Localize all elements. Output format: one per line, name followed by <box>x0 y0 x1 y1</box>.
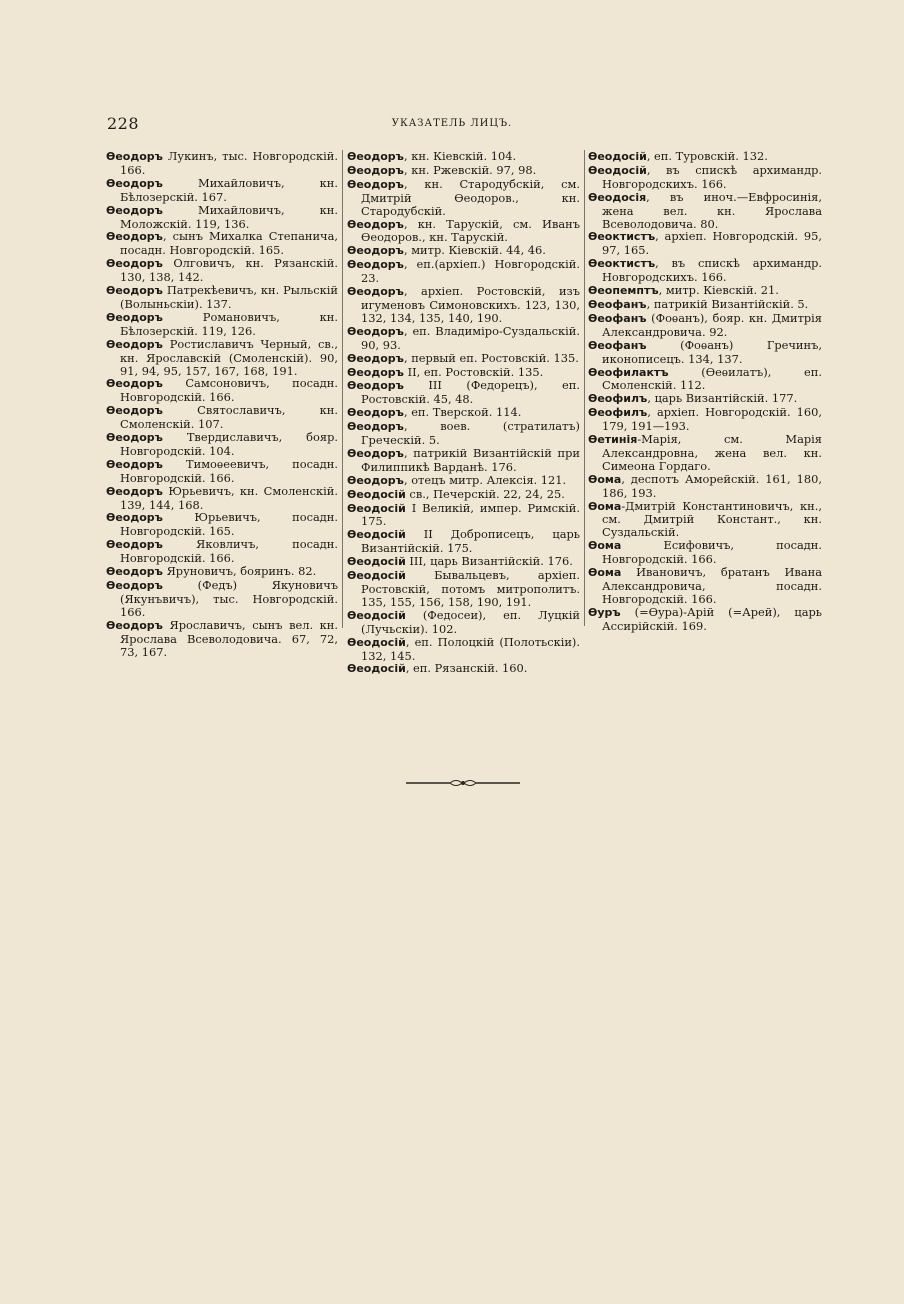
entry-text: , царь Византійскій. 177. <box>647 391 798 406</box>
index-entry <box>588 230 822 257</box>
entry-text: Святославичъ, кн. Смоленскій. 107. <box>120 403 338 432</box>
index-entry <box>106 538 338 565</box>
entry-text: , патрикій Византійскій. 5. <box>646 296 809 311</box>
index-entry <box>588 164 822 191</box>
index-entry <box>347 244 580 258</box>
entry-headword: Өеодоръ <box>106 579 163 592</box>
entry-headword: Өеофилъ <box>588 406 648 420</box>
entry-headword: Өеоктистъ <box>588 230 656 244</box>
index-entry <box>588 539 822 566</box>
entry-text: , деспотъ Аморейскій. 161, 180, 186, 193. <box>602 471 822 500</box>
entry-headword: Өеодоръ <box>106 377 163 391</box>
entry-headword: Өеодосій <box>347 555 406 569</box>
entry-headword: Өеодоръ <box>347 473 404 487</box>
entry-headword: Өеодоръ <box>347 150 404 163</box>
entry-text: Твердиславичъ, бояр. Новгородскій. 104. <box>120 430 338 458</box>
entry-headword: Өеодоръ <box>106 257 163 271</box>
index-entry <box>347 379 580 406</box>
entry-text: Патрекѣевичъ, кн. Рыльскій (Волыньскіи). 137. <box>120 283 338 311</box>
index-entry <box>106 565 338 579</box>
entry-headword: Өеодосій <box>347 569 406 583</box>
index-entry <box>347 366 580 380</box>
entry-headword: Өеодосій <box>347 635 406 649</box>
index-entry <box>106 458 338 485</box>
entry-headword: Өуръ <box>588 605 621 619</box>
index-entry <box>106 257 338 284</box>
entry-text: , архіеп. Ростовскій, изъ игуменовъ Симоновскихъ. 123, 130, 132, 134, 135, 140, 190. <box>361 284 580 325</box>
entry-headword: Өеофилъ <box>588 392 648 406</box>
entry-headword: Өеодоръ <box>106 431 163 445</box>
index-entry <box>588 298 822 312</box>
entry-headword: Өеодоръ <box>106 230 163 244</box>
entry-text: Олговичъ, кн. Рязанскій. 130, 138, 142. <box>120 256 338 285</box>
index-entry <box>347 285 580 325</box>
entry-headword: Өеодосій <box>588 163 647 177</box>
entry-text: I Великій, импер. Римскій. 175. <box>361 500 580 529</box>
entry-text: , еп. Туровскій. 132. <box>646 149 768 163</box>
end-ornament-icon <box>406 776 520 790</box>
index-entry <box>347 150 580 164</box>
index-entry <box>588 500 822 540</box>
running-head-title: УКАЗАТЕЛЬ ЛИЦЪ. <box>391 118 513 129</box>
entry-text: Лукинъ, тыс. Новгородскій. 166. <box>120 149 338 177</box>
entry-text: , митр. Кіевскій. 21. <box>658 283 779 298</box>
index-entry <box>347 325 580 352</box>
page-number: 228 <box>107 114 140 133</box>
index-entry <box>106 377 338 404</box>
entry-headword: Өеодоръ <box>106 150 163 163</box>
index-entry <box>347 258 580 285</box>
index-entry <box>347 488 580 502</box>
index-entry <box>347 352 580 366</box>
index-entry <box>347 406 580 420</box>
entry-headword: Өеофанъ <box>588 338 647 352</box>
index-entry <box>347 420 580 447</box>
entry-headword: Өома <box>588 566 622 580</box>
entry-text: , первый еп. Ростовскій. 135. <box>403 350 579 365</box>
entry-text: Михайловичъ, кн. Моложскій. 119, 136. <box>120 202 338 231</box>
entry-headword: Өеодоръ <box>106 511 163 525</box>
index-entry <box>347 164 580 178</box>
entry-headword: Өеодоръ <box>347 406 404 420</box>
entry-text: Ивановичъ, братанъ Ивана Александровича, посадн. Новгородскій. 166. <box>602 565 822 606</box>
index-entry <box>347 474 580 488</box>
entry-text: Яруновичъ, бояринъ. 82. <box>162 564 317 579</box>
entry-headword: Өетинія <box>588 433 638 447</box>
entry-headword: Өеодоръ <box>347 324 404 338</box>
index-column-1 <box>106 150 338 658</box>
index-entry <box>106 404 338 431</box>
entry-text: , кн. Кіевскій. 104. <box>403 149 517 163</box>
entry-text: Романовичъ, кн. Бѣлозерскій. 119, 126. <box>120 309 338 338</box>
entry-text: , воев. (стратилатъ) Греческій. 5. <box>361 419 580 448</box>
index-entry <box>347 447 580 474</box>
entry-headword: Өеодоръ <box>106 337 163 351</box>
entry-headword: Өеодосій <box>347 487 406 501</box>
entry-headword: Өеодосій <box>347 662 406 676</box>
entry-text: , еп.(архіеп.) Новгородскій. 23. <box>361 257 580 286</box>
entry-text: II, еп. Ростовскій. 135. <box>403 364 544 379</box>
entry-text: , кн. Тарускій, см. Иванъ Өеодоров., кн. Тарускій. <box>361 216 580 245</box>
index-entry <box>588 433 822 473</box>
entry-headword: Өеодоръ <box>347 244 404 258</box>
entry-text: Ярославичъ, сынъ вел. кн. Ярослава Всеволодовича. 67, 72, 73, 167. <box>120 617 338 659</box>
entry-text: -Дмитрій Константиновичъ, кн., см. Дмитрій Констант., кн. Суздальскій. <box>602 498 822 540</box>
entry-text: Тимоѳеевичъ, посадн. Новгородскій. 166. <box>120 456 338 485</box>
entry-text: , въ иноч.—Евфросинія, жена вел. кн. Ярослава Всеволодовича. 80. <box>602 189 822 231</box>
index-entry <box>588 606 822 633</box>
entry-headword: Өеодоръ <box>106 404 163 418</box>
entry-text: , митр. Кіевскій. 44, 46. <box>403 243 546 258</box>
index-entry <box>106 311 338 338</box>
entry-headword: Өеодоръ <box>347 420 404 434</box>
index-entry <box>347 636 580 663</box>
index-entry <box>588 473 822 500</box>
index-entry <box>106 150 338 177</box>
entry-text: Яковличъ, посадн. Новгородскій. 166. <box>120 537 338 566</box>
entry-headword: Өеодоръ <box>347 217 404 231</box>
index-entry <box>106 338 338 378</box>
entry-text: , кн. Стародубскій, см. Дмитрій Өеодоров., кн. Стародубскій. <box>361 176 580 218</box>
column-divider <box>342 150 343 628</box>
entry-text: Юрьевичъ, посадн. Новгородскій. 165. <box>120 510 338 539</box>
entry-headword: Өеодоръ <box>347 365 404 379</box>
entry-text: , еп. Полоцкій (Полотьскіи). 132, 145. <box>361 634 580 663</box>
index-entry <box>106 579 338 619</box>
index-entry <box>106 284 338 311</box>
entry-text: (Фоѳанъ), бояр. кн. Дмитрія Александровича. 92. <box>602 310 822 339</box>
index-entry <box>106 485 338 512</box>
entry-headword: Өеодоръ <box>347 446 404 460</box>
entry-headword: Өеофанъ <box>588 297 647 311</box>
entry-headword: Өома <box>588 472 622 486</box>
entry-text: , сынъ Михалка Степанича, посадн. Новгородскій. 165. <box>120 229 338 258</box>
entry-text: , въ спискѣ архимандр. Новгородскихъ. 166. <box>602 162 822 191</box>
entry-text: , кн. Ржевскій. 97, 98. <box>403 162 537 177</box>
entry-text: Есифовичъ, посадн. Новгородскій. 166. <box>602 538 822 567</box>
entry-headword: Өеопемптъ <box>588 284 659 298</box>
entry-text: (Фоѳанъ) Гречинъ, иконописецъ. 134, 137. <box>602 337 822 366</box>
index-entry <box>106 204 338 231</box>
index-entry <box>588 257 822 284</box>
index-entry <box>588 284 822 298</box>
entry-headword: Өеодосій <box>347 528 406 542</box>
index-entry <box>347 528 580 555</box>
entry-headword: Өеодоръ <box>106 310 163 324</box>
entry-headword: Өеодоръ <box>106 538 163 552</box>
index-entry <box>588 150 822 164</box>
index-entry <box>106 177 338 204</box>
entry-text: III, царь Византійскій. 176. <box>405 554 573 569</box>
entry-text: , архіеп. Новгородскій. 95, 97, 165. <box>602 229 822 258</box>
entry-text: , архіеп. Новгородскій. 160, 179, 191—193. <box>602 405 822 434</box>
entry-headword: Өеодоръ <box>106 484 163 498</box>
entry-text: , еп. Тверской. 114. <box>403 405 522 420</box>
entry-headword: Өеодоръ <box>106 176 163 190</box>
entry-text: , еп. Владиміро-Суздальскій. 90, 93. <box>361 323 580 352</box>
entry-headword: Өеодосій <box>588 150 647 163</box>
index-entry <box>588 392 822 406</box>
entry-text: (Өеѳилатъ), еп. Смоленскій. 112. <box>602 364 822 393</box>
index-entry <box>347 555 580 569</box>
index-entry <box>106 511 338 538</box>
entry-headword: Өеофанъ <box>588 311 647 325</box>
index-entry <box>106 230 338 257</box>
entry-text: , въ спискѣ архимандр. Новгородскихъ. 166. <box>602 256 822 285</box>
entry-text: , еп. Рязанскій. 160. <box>405 661 528 676</box>
entry-headword: Өеодосія <box>588 190 647 204</box>
entry-headword: Өеодоръ <box>106 203 163 217</box>
entry-headword: Өома <box>588 539 622 553</box>
entry-text: Самсоновичъ, посадн. Новгородскій. 166. <box>120 376 338 405</box>
index-entry <box>347 178 580 218</box>
entry-text: (Федъ) Якуновичъ (Якунъвичъ), тыс. Новгородскій. 166. <box>120 578 338 619</box>
index-entry <box>347 218 580 245</box>
entry-text: Бывальцевъ, архіеп. Ростовскій, потомъ митрополитъ. 135, 155, 156, 158, 190, 191. <box>361 568 580 609</box>
entry-headword: Өеодосій <box>347 501 406 515</box>
entry-headword: Өеоктистъ <box>588 257 656 271</box>
index-entry <box>347 502 580 529</box>
entry-headword: Өеодоръ <box>106 565 163 579</box>
column-divider <box>584 150 585 626</box>
entry-text: III (Федорецъ), еп. Ростовскій. 45, 48. <box>361 378 580 407</box>
index-entry <box>588 566 822 606</box>
entry-text: , патрикій Византійскій при Филиппикѣ Варданѣ. 176. <box>361 445 580 474</box>
index-entry <box>347 569 580 609</box>
entry-headword: Өеодоръ <box>106 457 163 471</box>
entry-text: Ростиславичъ Черный, св., кн. Ярославскій (Смоленскій). 90, 91, 94, 95, 157, 167, 168, 191. <box>120 336 338 378</box>
index-entry <box>588 312 822 339</box>
entry-headword: Өома <box>588 499 622 513</box>
index-column-2 <box>347 150 580 676</box>
index-column-3 <box>588 150 822 633</box>
entry-headword: Өеодоръ <box>106 618 163 632</box>
entry-text: -Марія, см. Марія Александровна, жена вел. кн. Симеона Гордаго. <box>602 432 822 473</box>
entry-headword: Өеофилактъ <box>588 365 669 379</box>
entry-headword: Өеодоръ <box>347 285 404 299</box>
index-entry <box>106 619 338 659</box>
index-entry <box>588 366 822 393</box>
entry-text: (Федосеи), еп. Луцкій (Лучьскіи). 102. <box>361 607 580 636</box>
entry-headword: Өеодоръ <box>106 284 163 298</box>
entry-text: св., Печерскій. 22, 24, 25. <box>405 486 565 501</box>
index-entry <box>588 406 822 433</box>
entry-text: Юрьевичъ, кн. Смоленскій. 139, 144, 168. <box>120 483 338 512</box>
entry-headword: Өеодоръ <box>347 379 404 393</box>
index-entry <box>347 662 580 676</box>
entry-text: (=Өура)-Арій (=Арей), царь Ассирійскій. 169. <box>602 604 822 633</box>
entry-headword: Өеодоръ <box>347 177 404 191</box>
entry-text: , отецъ митр. Алексія. 121. <box>403 472 567 487</box>
index-entry <box>588 339 822 366</box>
entry-headword: Өеодоръ <box>347 163 404 177</box>
entry-headword: Өеодоръ <box>347 258 404 272</box>
entry-text: II Доброписецъ, царь Византійскій. 175. <box>361 527 580 556</box>
entry-headword: Өеодоръ <box>347 351 404 365</box>
index-entry <box>588 191 822 231</box>
entry-headword: Өеодосій <box>347 608 406 622</box>
index-entry <box>347 609 580 636</box>
index-entry <box>106 431 338 458</box>
entry-text: Михайловичъ, кн. Бѣлозерскій. 167. <box>120 175 338 204</box>
